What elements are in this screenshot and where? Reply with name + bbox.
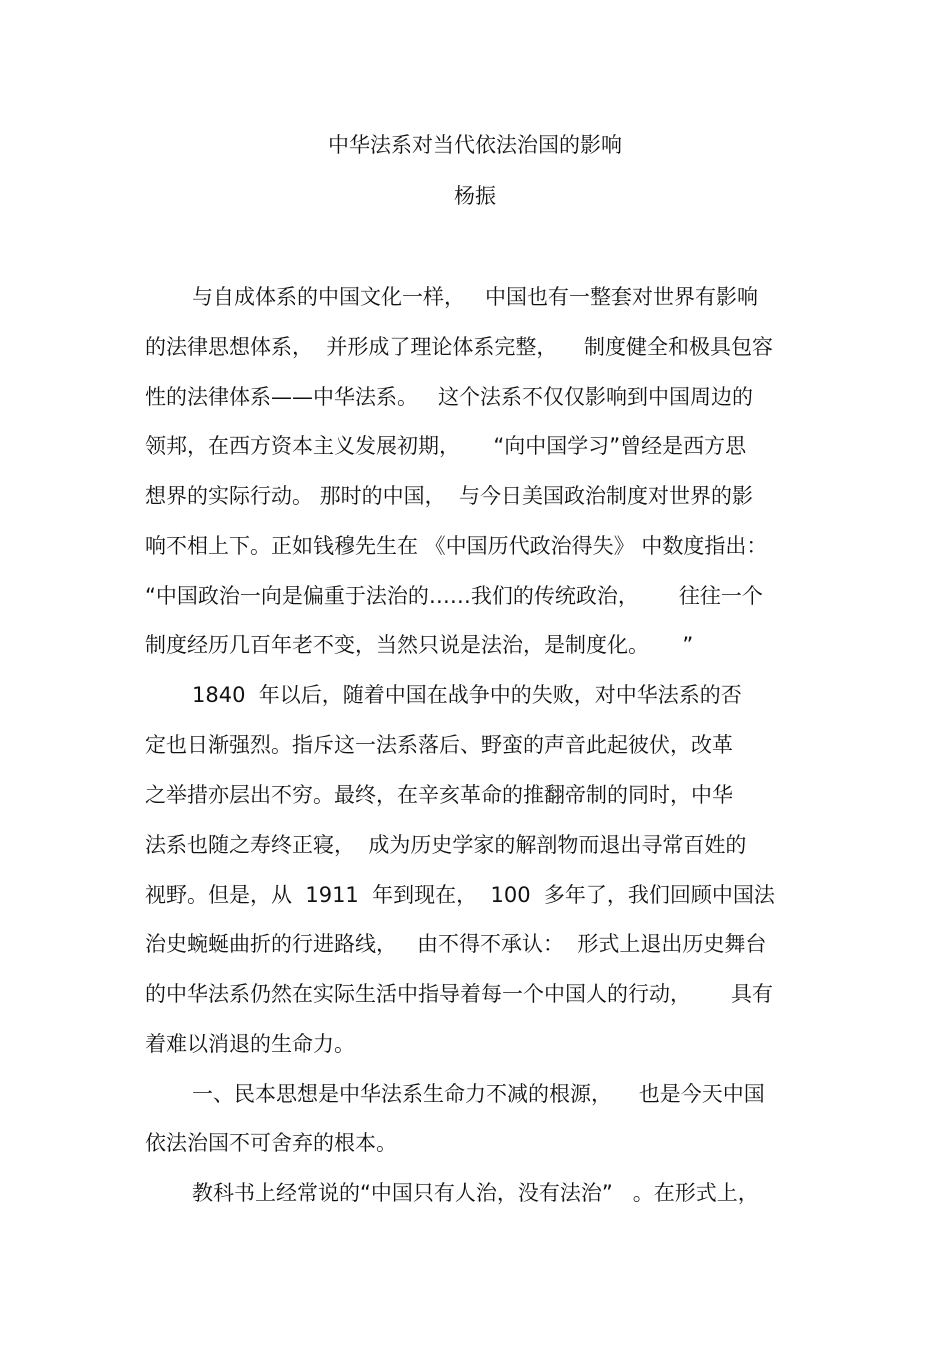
body-line: “中国政治一向是偏重于法治的……我们的传统政治， 往往一个 [145,584,763,608]
body-line: 之举措亦层出不穷。最终，在辛亥革命的推翻帝制的同时，中华 [145,783,733,807]
section-heading-line: 依法治国不可舍弃的根本。 [145,1131,397,1155]
body-line: 的中华法系仍然在实际生活中指导着每一个中国人的行动， 具有 [145,982,774,1006]
section-heading-line: 一、民本思想是中华法系生命力不减的根源， 也是今天中国 [192,1082,765,1106]
body-line: 治史蜿蜒曲折的行进路线， 由不得不承认： 形式上退出历史舞台 [145,932,767,956]
body-line: 响不相上下。正如钱穆先生在 《中国历代政治得失》 中数度指出： [145,534,768,558]
body-line: 视野。但是，从 1911 年到现在， 100 多年了，我们回顾中国法 [145,883,775,907]
body-line: 的法律思想体系， 并形成了理论体系完整， 制度健全和极具包容 [145,335,774,359]
body-line: 法系也随之寿终正寝， 成为历史学家的解剖物而退出寻常百姓的 [145,833,747,857]
body-line: 制度经历几百年老不变，当然只说是法治，是制度化。 ” [145,633,694,657]
body-line: 教科书上经常说的“中国只有人治，没有法治” 。在形式上， [192,1181,759,1205]
body-line: 性的法律体系——中华法系。 这个法系不仅仅影响到中国周边的 [145,385,754,409]
body-line: 1840 年以后，随着中国在战争中的失败，对中华法系的否 [192,683,742,707]
body-line: 与自成体系的中国文化一样， 中国也有一整套对世界有影响 [192,285,759,309]
author-name: 杨振 [454,184,496,208]
body-line: 想界的实际行动。 那时的中国， 与今日美国政治制度对世界的影 [145,484,754,508]
document-title: 中华法系对当代依法治国的影响 [328,133,622,157]
body-line: 定也日渐强烈。指斥这一法系落后、野蛮的声音此起彼伏，改革 [145,733,733,757]
body-line: 领邦，在西方资本主义发展初期， “向中国学习”曾经是西方思 [145,434,747,458]
body-line: 着难以消退的生命力。 [145,1032,355,1056]
